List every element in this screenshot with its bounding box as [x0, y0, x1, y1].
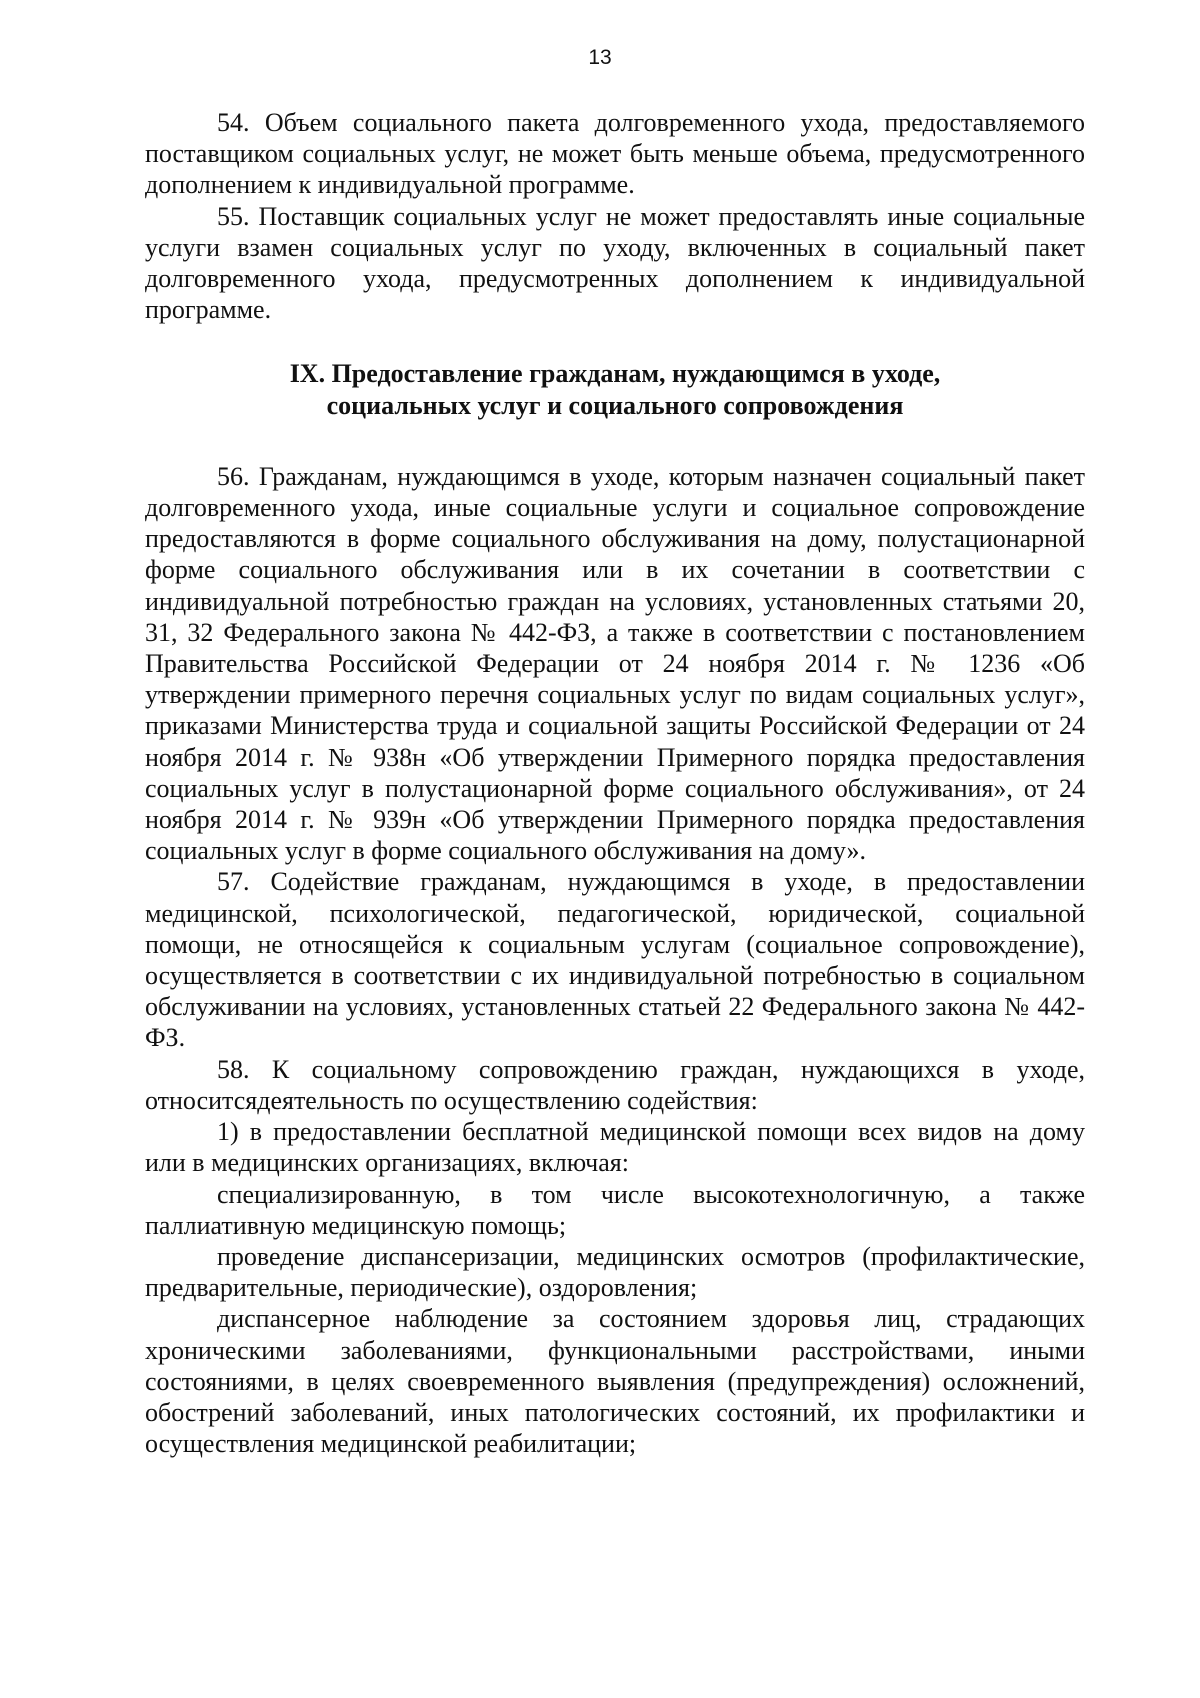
section-heading-line-2: социальных услуг и социального сопровождения	[326, 390, 904, 420]
page-number: 13	[588, 46, 612, 69]
paragraph-57: 57. Содействие гражданам, нуждающимся в уходе, в предоставлении медицинской, психологической, педагогической, юридической, социальной помощи, не относящейся к социальным услугам (социальное сопровождение), осуществляется в соответствии с их индивидуальной потребностью в социальном обслуживании на условиях, установленных статьей 22 Федерального закона № 442-ФЗ.	[145, 867, 1085, 1053]
document-body	[145, 107, 1085, 1459]
section-heading	[145, 358, 1085, 420]
list-item-1: 1) в предоставлении бесплатной медицинской помощи всех видов на дому или в медицинских организациях, включая:	[145, 1117, 1085, 1178]
paragraph-55: 55. Поставщик социальных услуг не может предоставлять иные социальные услуги взамен социальных услуг по уходу, включенных в социальный пакет долговременного ухода, предусмотренных дополнением к индивидуальной программе.	[145, 201, 1085, 325]
sub-item-dispensarization: проведение диспансеризации, медицинских осмотров (профилактические, предварительные, периодические), оздоровления;	[145, 1241, 1085, 1303]
paragraph-56: 56. Гражданам, нуждающимся в уходе, которым назначен социальный пакет долговременного ухода, иные социальные услуги и социальное сопровождение предоставляются в форме социального обслуживания на дому, полустационарной форме социального обслуживания или в их сочетании в соответствии с индивидуальной потребностью граждан на условиях, установленных статьями 20, 31, 32 Федерального закона № 442-ФЗ, а также в соответствии с постановлением Правительства Российской Федерации от 24 ноября 2014 г. № 1236 «Об утверждении примерного перечня социальных услуг по видам социальных услуг», приказами Министерства труда и социальной защиты Российской Федерации от 24 ноября 2014 г. № 938н «Об утверждении Примерного порядка предоставления социальных услуг в полустационарной форме социального обслуживания», от 24 ноября 2014 г. № 939н «Об утверждении Примерного порядка предоставления социальных услуг в форме социального обслуживания на дому».	[145, 461, 1085, 866]
paragraph-54: 54. Объем социального пакета долговременного ухода, предоставляемого поставщиком социальных услуг, не может быть меньше объема, предусмотренного дополнением к индивидуальной программе.	[145, 108, 1085, 200]
paragraph-58: 58. К социальному сопровождению граждан, нуждающихся в уходе, относитсядеятельность по осуществлению содействия:	[145, 1054, 1085, 1115]
section-heading-line-1: IX. Предоставление гражданам, нуждающимся в уходе,	[289, 359, 941, 389]
sub-item-dispensary-observation: диспансерное наблюдение за состоянием здоровья лиц, страдающих хроническими заболеваниями, функциональными расстройствами, иными состояниями, в целях своевременного выявления (предупреждения) осложнений, обострений заболеваний, иных патологических состояний, их профилактики и осуществления медицинской реабилитации;	[145, 1304, 1085, 1459]
sub-item-specialized-care: специализированную, в том числе высокотехнологичную, а также паллиативную медицинскую помощь;	[145, 1179, 1085, 1240]
